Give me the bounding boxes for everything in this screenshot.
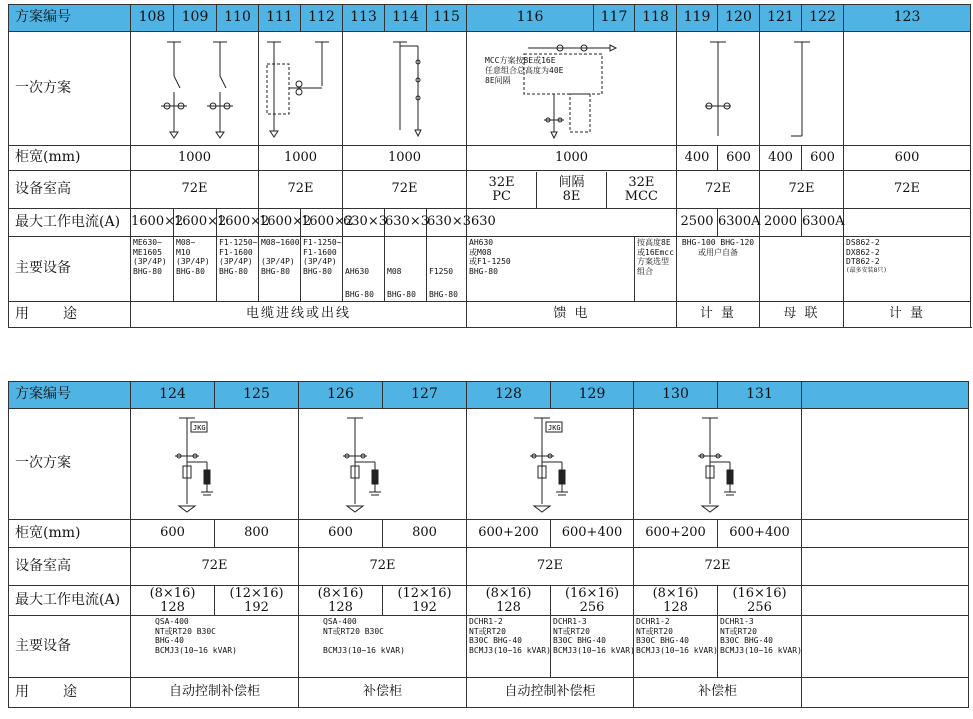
scheme-id: 113 <box>343 5 385 32</box>
width-value: 1000 <box>131 146 259 171</box>
scheme-id: 112 <box>301 5 343 32</box>
scheme-id: 120 <box>718 5 760 32</box>
current-value: (8×16) 128 <box>299 586 383 616</box>
equipment-cell: DS862-2 DX862-2 DT862-2 (最多安装8只) <box>844 237 971 302</box>
equipment-cell <box>760 237 844 302</box>
current-row <box>9 586 969 616</box>
diagram-116 <box>467 32 677 146</box>
height-value: 72E <box>343 171 467 209</box>
diagram-121 <box>844 32 971 146</box>
height-empty <box>802 548 969 586</box>
height-mcc-a: 32E <box>628 174 655 190</box>
label-current: 最大工作电流(A) <box>9 586 131 616</box>
width-value: 600 <box>802 146 844 171</box>
height-value: 72E <box>677 171 760 209</box>
use-value: 补偿柜 <box>634 678 802 708</box>
diagram-113-115 <box>343 32 467 146</box>
diagram-111-112 <box>259 32 343 146</box>
label-height: 设备室高 <box>9 171 131 209</box>
width-value: 1000 <box>343 146 467 171</box>
width-value: 800 <box>215 520 299 548</box>
height-value: 72E <box>259 171 343 209</box>
current-value: (12×16) 192 <box>383 586 467 616</box>
width-value: 600 <box>844 146 971 171</box>
current-value: (16×16) 256 <box>718 586 802 616</box>
label-use: 用 途 <box>9 678 131 708</box>
equipment-cell: 按高度8E 或16Emcc 方案选型 组合 <box>635 237 677 302</box>
equipment-cell: F1-1250~ F1-1600 (3P/4P) BHG-80 <box>217 237 259 302</box>
bus-tie-diagram <box>259 36 343 141</box>
current-value: 630×3 <box>343 209 385 237</box>
equipment-empty <box>802 616 969 678</box>
equipment-cell: F1-1250~ F1-1600 (3P/4P) BHG-80 <box>301 237 343 302</box>
current-value: 2000 <box>760 209 802 237</box>
equipment-cell: AH630 BHG-80 <box>343 237 385 302</box>
header-row <box>9 5 971 32</box>
use-value: 馈 电 <box>467 302 677 328</box>
bus-coupler-diagram <box>761 36 843 141</box>
use-value: 计 量 <box>677 302 760 328</box>
scheme-id: 126 <box>299 382 383 409</box>
label-scheme-no: 方案编号 <box>9 5 131 32</box>
use-empty <box>802 678 969 708</box>
use-value: 母 联 <box>760 302 844 328</box>
capacitor-bank-icon <box>303 412 463 516</box>
current-value: 1600×2 <box>131 209 174 237</box>
capacitor-diagram <box>467 409 634 520</box>
diagram-117-118 <box>677 32 760 146</box>
label-current: 最大工作电流(A) <box>9 209 131 237</box>
label-width: 柜宽(mm) <box>9 520 131 548</box>
scheme-id: 129 <box>551 382 634 409</box>
scheme-id: 109 <box>174 5 217 32</box>
use-row <box>9 678 969 708</box>
width-value: 400 <box>677 146 718 171</box>
scheme-id: 127 <box>383 382 467 409</box>
width-value: 600+200 <box>634 520 718 548</box>
current-value: (8×16) 128 <box>634 586 718 616</box>
scheme-id: 117 <box>594 5 635 32</box>
height-value: 72E <box>760 171 844 209</box>
width-value: 800 <box>383 520 467 548</box>
current-value: 630 <box>467 209 677 237</box>
diagram-108-110 <box>131 32 259 146</box>
current-value: 6300A <box>802 209 844 237</box>
label-primary: 一次方案 <box>9 32 131 146</box>
scheme-id: 116 <box>467 5 594 32</box>
diagram-119-120 <box>760 32 844 146</box>
current-value: 1600×2 <box>301 209 343 237</box>
primary-row <box>9 409 969 520</box>
scheme-table-1 <box>8 4 971 328</box>
scheme-id: 108 <box>131 5 174 32</box>
current-row <box>9 209 971 237</box>
equipment-cell: DCHR1-3 NT或RT20 B30C BHG-40 BCMJ3(10~16 kVAR) <box>551 616 634 678</box>
equipment-cell: QSA-400 NT或RT20 B30C BHG-40 BCMJ3(10~16 kVAR) <box>131 616 299 678</box>
height-value: 72E <box>299 548 467 586</box>
scheme-id: 115 <box>427 5 467 32</box>
height-value: 72E <box>467 548 634 586</box>
equipment-row <box>9 616 969 678</box>
current-value: 1600×2 <box>174 209 217 237</box>
height-value: 72E <box>844 171 971 209</box>
equipment-cell: ME630~ ME1605 (3P/4P) BHG-80 <box>131 237 174 302</box>
width-value: 600 <box>131 520 215 548</box>
equipment-cell: F1250 BHG-80 <box>427 237 467 302</box>
current-value: 630×3 <box>427 209 467 237</box>
height-gap-a: 间隔 <box>558 174 585 190</box>
height-row <box>9 548 969 586</box>
jkg-label: JKG <box>192 424 206 432</box>
height-pc-a: 32E <box>488 174 515 190</box>
scheme-id: 118 <box>635 5 677 32</box>
current-value: (8×16) 128 <box>131 586 215 616</box>
equipment-cell: DCHR1-2 NT或RT20 B30C BHG-40 BCMJ3(10~16 kVAR) <box>634 616 718 678</box>
width-row <box>9 146 971 171</box>
scheme-id: 131 <box>718 382 802 409</box>
use-row <box>9 302 971 328</box>
height-value: 72E <box>634 548 802 586</box>
scheme-id: 110 <box>217 5 259 32</box>
current-value: (8×16) 128 <box>467 586 551 616</box>
equipment-cell: DCHR1-3 NT或RT20 B30C BHG-40 BCMJ3(10~16 kVAR) <box>718 616 802 678</box>
primary-row <box>9 32 971 146</box>
equipment-cell: BHG-100 BHG-120 或用户自备 <box>677 237 760 302</box>
mcc-note: 8E间隔 <box>485 76 511 85</box>
current-value: 1600×2 <box>217 209 259 237</box>
capacitor-bank-icon <box>638 412 798 516</box>
width-empty <box>802 520 969 548</box>
mcc-note: MCC方案按8E或16E <box>485 56 556 65</box>
height-row <box>9 171 971 209</box>
use-value: 补偿柜 <box>299 678 467 708</box>
label-height: 设备室高 <box>9 548 131 586</box>
capacitor-diagram <box>131 409 299 520</box>
height-value-116 <box>467 171 677 209</box>
scheme-table-2 <box>8 381 969 708</box>
circuit-breaker-diagram <box>135 36 255 141</box>
mcc-note: 任意组合总高度为40E <box>485 66 564 75</box>
current-empty <box>802 586 969 616</box>
current-value: 6300A <box>718 209 760 237</box>
capacitor-bank-icon <box>470 412 630 516</box>
equipment-cell: M08 BHG-80 <box>385 237 427 302</box>
capacitor-diagram <box>299 409 467 520</box>
height-value: 72E <box>131 171 259 209</box>
height-gap-b: 8E <box>562 188 581 204</box>
width-value: 1000 <box>259 146 343 171</box>
feeder-diagram <box>343 36 467 141</box>
header-row <box>9 382 969 409</box>
equipment-row <box>9 237 971 302</box>
width-value: 600+200 <box>467 520 551 548</box>
current-value: 1600×2 <box>259 209 301 237</box>
mcc-diagram <box>510 36 634 141</box>
scheme-id: 122 <box>802 5 844 32</box>
width-value: 600 <box>718 146 760 171</box>
capacitor-bank-icon <box>135 412 295 516</box>
equipment-cell: DCHR1-2 NT或RT20 B30C BHG-40 BCMJ3(10~16 kVAR) <box>467 616 551 678</box>
label-use: 用 途 <box>9 302 131 328</box>
current-value: 630×3 <box>385 209 427 237</box>
scheme-id: 124 <box>131 382 215 409</box>
scheme-id-empty <box>802 382 969 409</box>
label-scheme-no: 方案编号 <box>9 382 131 409</box>
use-value: 计 量 <box>844 302 971 328</box>
scheme-id: 111 <box>259 5 301 32</box>
width-value: 600+400 <box>551 520 634 548</box>
width-value: 1000 <box>467 146 677 171</box>
equipment-cell: AH630 或M08 或F1-1250 BHG-80 <box>467 237 635 302</box>
use-value: 自动控制补偿柜 <box>467 678 634 708</box>
use-value: 电缆进线或出线 <box>131 302 467 328</box>
primary-empty <box>802 409 969 520</box>
use-value: 自动控制补偿柜 <box>131 678 299 708</box>
scheme-id: 119 <box>677 5 718 32</box>
height-value: 72E <box>131 548 299 586</box>
scheme-id: 125 <box>215 382 299 409</box>
equipment-cell: QSA-400 NT或RT20 B30C BCMJ3(10~16 kVAR) <box>299 616 467 678</box>
label-width: 柜宽(mm) <box>9 146 131 171</box>
label-equipment: 主要设备 <box>9 237 131 302</box>
height-pc-b: PC <box>492 188 511 204</box>
equipment-cell: M08~ M10 (3P/4P) BHG-80 <box>174 237 217 302</box>
metering-diagram <box>677 36 759 141</box>
current-value: (16×16) 256 <box>551 586 634 616</box>
label-primary: 一次方案 <box>9 409 131 520</box>
width-value: 400 <box>760 146 802 171</box>
scheme-id: 114 <box>385 5 427 32</box>
width-row <box>9 520 969 548</box>
current-value: (12×16) 192 <box>215 586 299 616</box>
scheme-id: 130 <box>634 382 718 409</box>
jkg-label: JKG <box>548 424 561 432</box>
scheme-id: 121 <box>760 5 802 32</box>
width-value: 600+400 <box>718 520 802 548</box>
width-value: 600 <box>299 520 383 548</box>
capacitor-diagram <box>634 409 802 520</box>
height-mcc-b: MCC <box>624 188 659 204</box>
current-empty <box>844 209 971 237</box>
scheme-id: 128 <box>467 382 551 409</box>
equipment-cell: M08~1600 (3P/4P) BHG-80 <box>259 237 301 302</box>
scheme-id: 123 <box>844 5 971 32</box>
label-equipment: 主要设备 <box>9 616 131 678</box>
current-value: 2500 <box>677 209 718 237</box>
